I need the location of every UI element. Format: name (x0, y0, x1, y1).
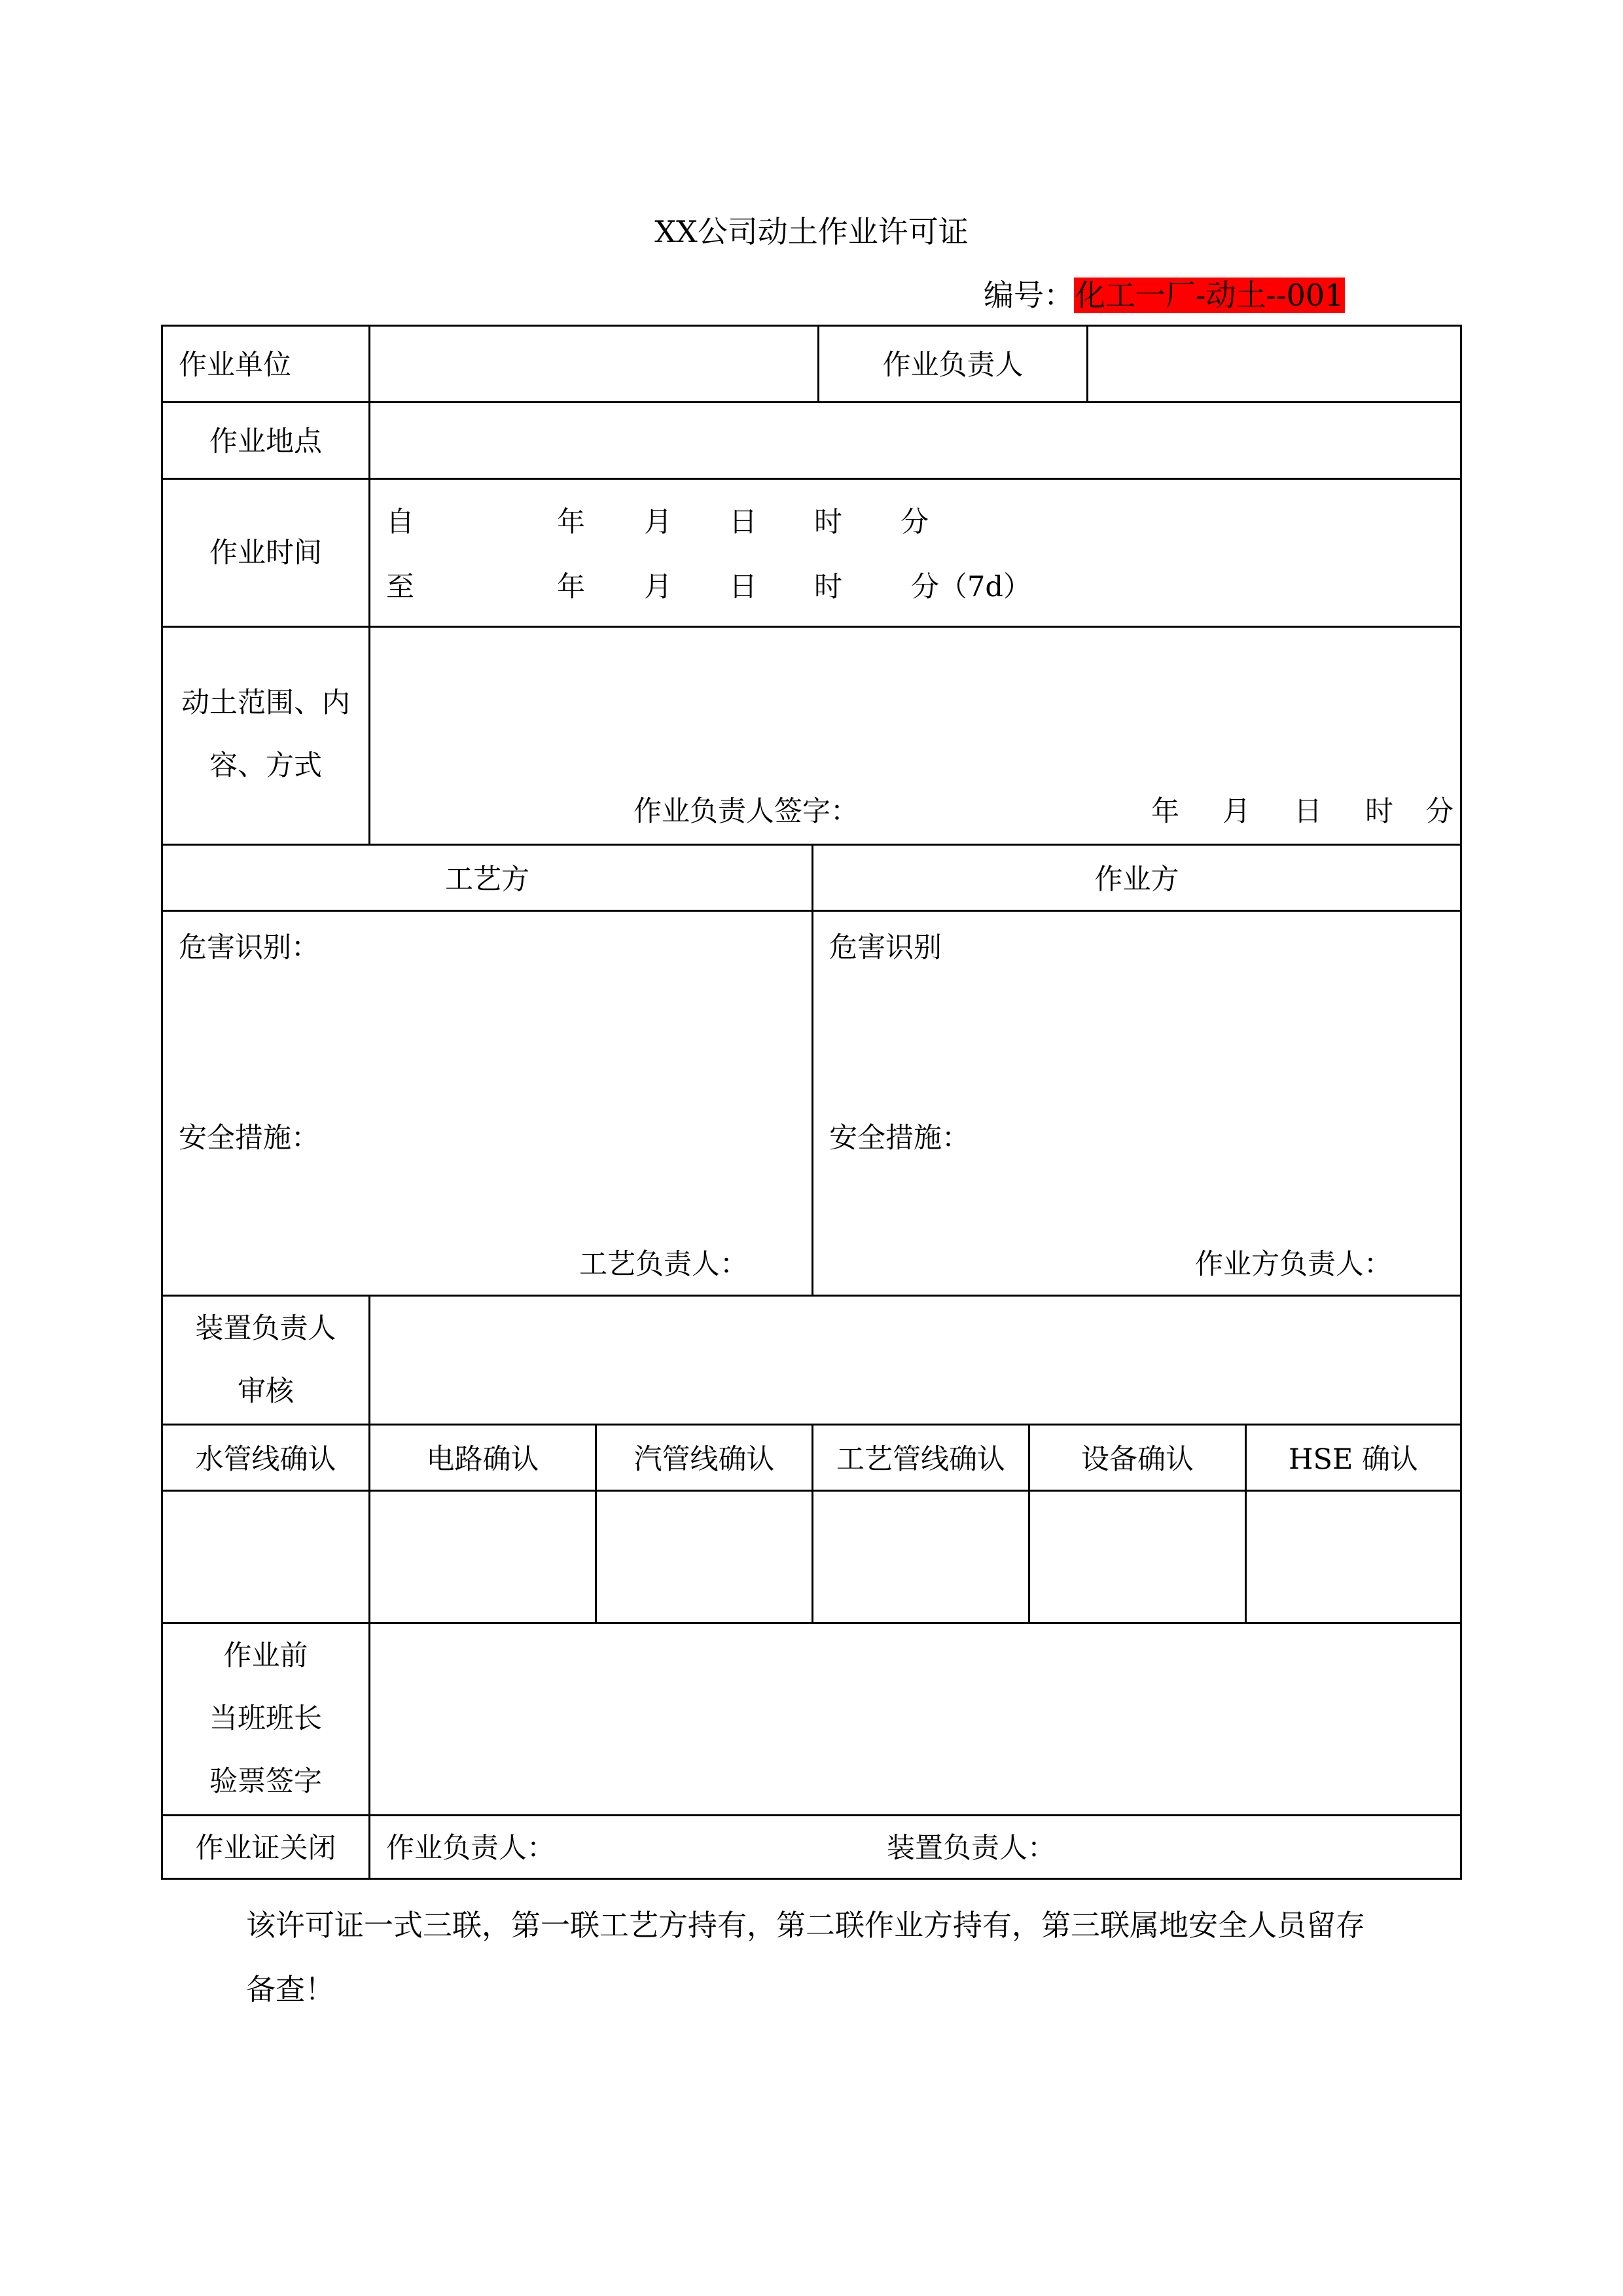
shift-line3: 验票签字 (209, 1765, 322, 1798)
confirm-equipment-header (1028, 1424, 1247, 1492)
time-from-day: 日 (729, 506, 757, 539)
close-input-cell[interactable] (368, 1814, 1462, 1880)
document-number (984, 272, 1345, 315)
scope-label-cell (161, 626, 370, 846)
work-leader-label: 作业方负责人： (1195, 1248, 1392, 1281)
confirm-process-pipe-label: 工艺管线确认 (836, 1443, 1005, 1476)
process-side-cell[interactable] (161, 910, 813, 1297)
scope-day: 日 (1294, 795, 1322, 828)
time-to-prefix: 至 (386, 571, 414, 603)
unit-label: 作业单位 (179, 349, 291, 382)
device-review-line1: 装置负责人 (195, 1312, 336, 1345)
footer-note-line2: 备查！ (246, 1972, 335, 2007)
device-review-line2: 审核 (238, 1375, 294, 1408)
confirm-hse-input[interactable] (1245, 1490, 1462, 1624)
work-measures-label: 安全措施： (829, 1122, 970, 1155)
confirm-equipment-label: 设备确认 (1081, 1443, 1194, 1476)
work-side-header (812, 844, 1462, 912)
work-hazard-label: 危害识别 (829, 931, 942, 964)
time-from-hour: 时 (814, 506, 842, 539)
leader-input-cell[interactable] (1086, 325, 1462, 403)
confirm-water-label: 水管线确认 (195, 1443, 336, 1476)
process-measures-label: 安全措施： (179, 1122, 319, 1155)
time-from-minute: 分 (901, 506, 929, 539)
confirm-hse-label: HSE 确认 (1288, 1443, 1418, 1476)
leader-label: 作业负责人 (882, 349, 1024, 382)
process-side-header (161, 844, 813, 912)
confirm-water-input[interactable] (161, 1490, 370, 1624)
scope-input-cell[interactable] (368, 626, 1462, 846)
work-side-label: 作业方 (1094, 863, 1179, 896)
unit-input-cell[interactable] (368, 325, 819, 403)
location-label-cell (161, 401, 370, 480)
scope-label-line1: 动土范围、内 (181, 687, 350, 719)
device-review-label-cell (161, 1295, 370, 1426)
confirm-steam-label: 汽管线确认 (633, 1443, 775, 1476)
close-device-leader-label: 装置负责人： (887, 1832, 1056, 1865)
confirm-equipment-input[interactable] (1028, 1490, 1247, 1624)
scope-year: 年 (1151, 795, 1179, 828)
time-to-month: 月 (644, 571, 672, 603)
time-from-prefix: 自 (386, 506, 414, 539)
confirm-steam-input[interactable] (595, 1490, 813, 1624)
process-side-label: 工艺方 (445, 863, 529, 896)
time-input-cell[interactable] (368, 478, 1462, 628)
close-leader-label: 作业负责人： (386, 1832, 555, 1865)
location-label: 作业地点 (209, 425, 322, 458)
work-side-cell[interactable] (812, 910, 1462, 1297)
scope-label-line2: 容、方式 (209, 749, 322, 782)
time-label-cell (161, 478, 370, 628)
time-to-minute: 分（7d） (911, 571, 1031, 603)
scope-month: 月 (1222, 795, 1251, 828)
number-value: 化工一厂-动土--001 (1075, 278, 1344, 313)
time-from-month: 月 (644, 506, 672, 539)
close-label-cell (161, 1814, 370, 1880)
location-input-cell[interactable] (368, 401, 1462, 480)
document-title: XX公司动土作业许可证 (654, 214, 969, 249)
confirm-water-header (161, 1424, 370, 1492)
confirm-process-pipe-input[interactable] (812, 1490, 1030, 1624)
time-to-hour: 时 (814, 571, 842, 603)
time-to-year: 年 (557, 571, 585, 603)
confirm-steam-header (595, 1424, 813, 1492)
shift-leader-label-cell (161, 1622, 370, 1816)
confirm-circuit-header (368, 1424, 597, 1492)
shift-line2: 当班班长 (209, 1702, 322, 1735)
confirm-circuit-input[interactable] (368, 1490, 597, 1624)
unit-label-cell (161, 325, 370, 403)
number-label: 编号： (984, 278, 1074, 313)
scope-hour: 时 (1365, 795, 1393, 828)
process-hazard-label: 危害识别： (179, 931, 319, 964)
confirm-process-pipe-header (812, 1424, 1030, 1492)
process-leader-label: 工艺负责人： (579, 1248, 748, 1281)
device-review-input-cell[interactable] (368, 1295, 1462, 1426)
close-label: 作业证关闭 (195, 1832, 336, 1865)
shift-leader-input-cell[interactable] (368, 1622, 1462, 1816)
scope-signature-label: 作业负责人签字： (633, 795, 859, 828)
time-from-year: 年 (557, 506, 585, 539)
confirm-circuit-label: 电路确认 (426, 1443, 539, 1476)
time-label: 作业时间 (209, 537, 322, 569)
footer-note-line1: 该许可证一式三联，第一联工艺方持有，第二联作业方持有，第三联属地安全人员留存 (246, 1908, 1366, 1943)
confirm-hse-header (1245, 1424, 1462, 1492)
scope-minute: 分 (1425, 795, 1454, 828)
leader-label-cell (817, 325, 1088, 403)
shift-line1: 作业前 (223, 1640, 308, 1672)
time-to-day: 日 (729, 571, 757, 603)
